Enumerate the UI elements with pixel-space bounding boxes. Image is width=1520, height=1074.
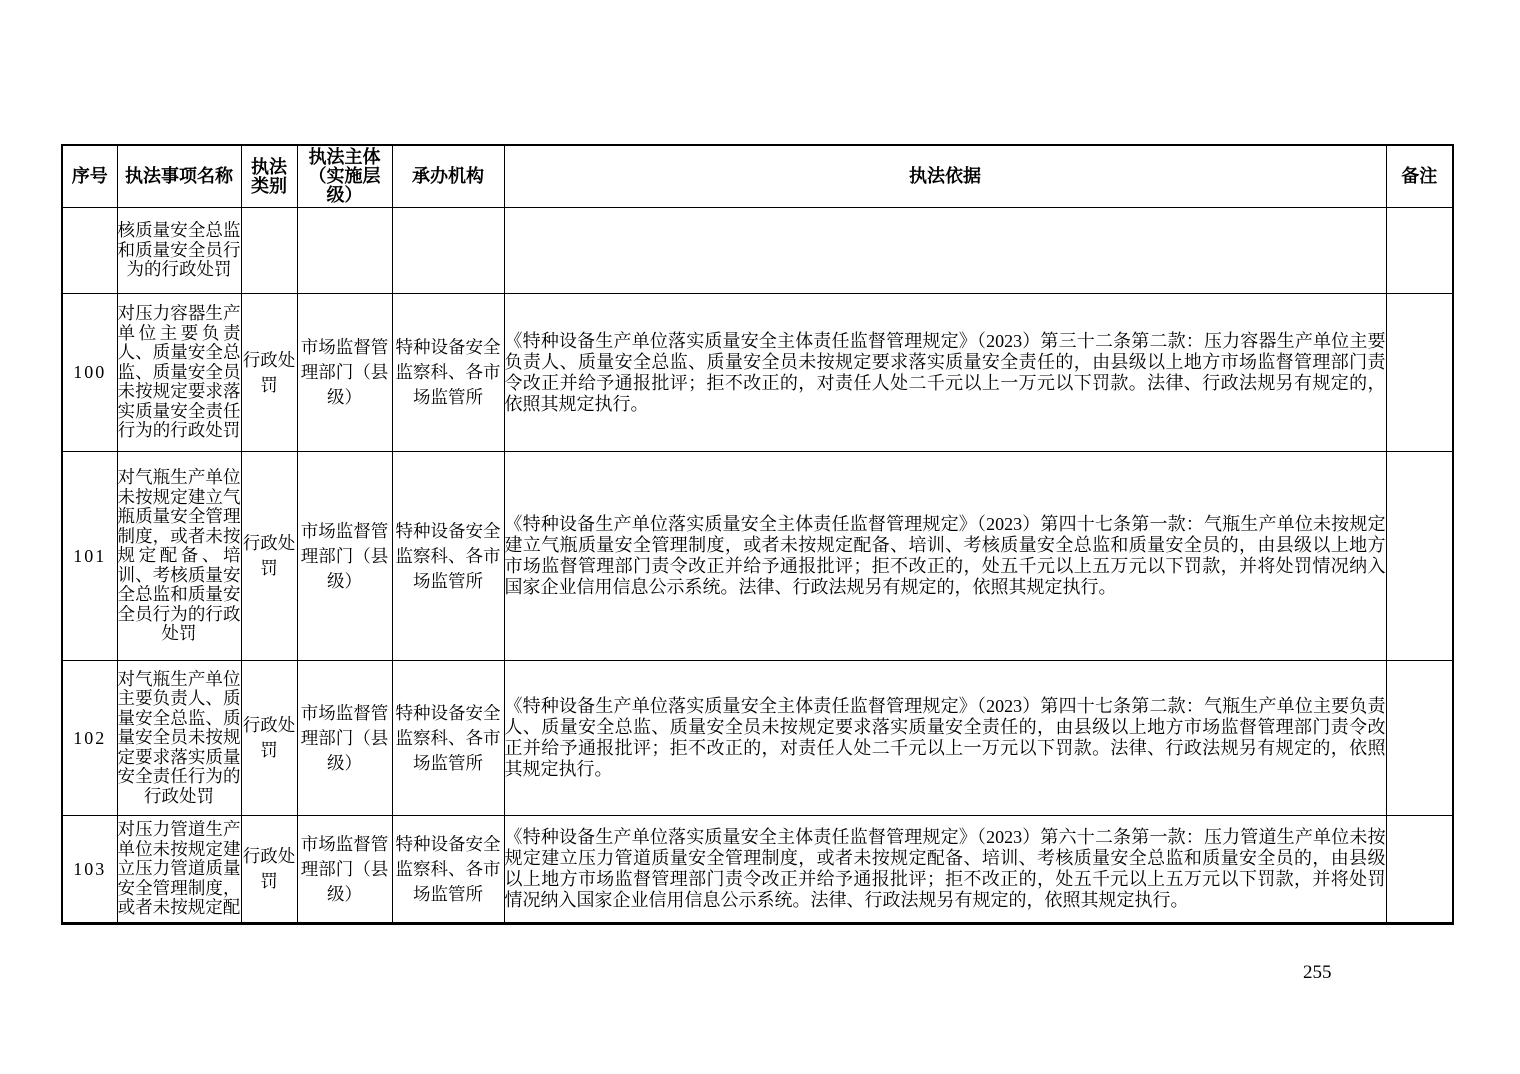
col-header-authority: 执法主体（实施层级） (297, 145, 392, 208)
col-header-category: 执法类别 (241, 145, 297, 208)
cell-authority: 市场监督管理部门（县级） (297, 661, 392, 816)
cell-basis: 《特种设备生产单位落实质量安全主体责任监督管理规定》（2023）第四十七条第一款：气瓶生产单位未按规定建立气瓶质量安全管理制度，或者未按规定配备、培训、考核质量安全总监和质量安全员的，由县级以上地方市场监督管理部门责令改正并给予通报批评；拒不改正的，处五千元以上五万元以下罚款，并将处罚情况纳入国家企业信用信息公示系统。法律、行政法规另有规定的，依照其规定执行。 (504, 452, 1386, 661)
cell-name: 核质量安全总监和质量安全员行为的行政处罚 (117, 208, 241, 294)
cell-name: 对气瓶生产单位未按规定建立气瓶质量安全管理制度，或者未按规定配备、培训、考核质量安全总监和质量安全员行为的行政处罚 (117, 452, 241, 661)
cell-agency: 特种设备安全监察科、各市场监管所 (392, 294, 504, 452)
cell-category: 行政处罚 (241, 452, 297, 661)
table-row-101 (62, 452, 1453, 661)
table-row-continued (62, 208, 1453, 294)
col-header-agency: 承办机构 (392, 145, 504, 208)
enforcement-items-table (61, 144, 1454, 925)
cell-name: 对气瓶生产单位主要负责人、质量安全总监、质量安全员未按规定要求落实质量安全责任行为的行政处罚 (117, 661, 241, 816)
cell-seq (62, 208, 117, 294)
cell-category (241, 208, 297, 294)
cell-agency: 特种设备安全监察科、各市场监管所 (392, 816, 504, 924)
cell-category: 行政处罚 (241, 294, 297, 452)
cell-agency (392, 208, 504, 294)
col-header-remark: 备注 (1386, 145, 1453, 208)
table-row-100 (62, 294, 1453, 452)
table-row-102 (62, 661, 1453, 816)
cell-authority (297, 208, 392, 294)
cell-agency: 特种设备安全监察科、各市场监管所 (392, 452, 504, 661)
cell-basis: 《特种设备生产单位落实质量安全主体责任监督管理规定》（2023）第四十七条第二款：气瓶生产单位主要负责人、质量安全总监、质量安全员未按规定要求落实质量安全责任的，由县级以上地方市场监督管理部门责令改正并给予通报批评；拒不改正的，对责任人处二千元以上一万元以下罚款。法律、行政法规另有规定的，依照其规定执行。 (504, 661, 1386, 816)
cell-category: 行政处罚 (241, 816, 297, 924)
cell-category: 行政处罚 (241, 661, 297, 816)
cell-authority: 市场监督管理部门（县级） (297, 816, 392, 924)
cell-remark (1386, 208, 1453, 294)
col-header-name: 执法事项名称 (117, 145, 241, 208)
table-header-row (62, 145, 1453, 208)
cell-basis (504, 208, 1386, 294)
cell-agency: 特种设备安全监察科、各市场监管所 (392, 661, 504, 816)
cell-remark (1386, 294, 1453, 452)
cell-seq: 101 (62, 452, 117, 661)
col-header-basis: 执法依据 (504, 145, 1386, 208)
cell-basis: 《特种设备生产单位落实质量安全主体责任监督管理规定》（2023）第六十二条第一款：压力管道生产单位未按规定建立压力管道质量安全管理制度，或者未按规定配备、培训、考核质量安全总监和质量安全员的，由县级以上地方市场监督管理部门责令改正并给予通报批评；拒不改正的，处五千元以上五万元以下罚款，并将处罚情况纳入国家企业信用信息公示系统。法律、行政法规另有规定的，依照其规定执行。 (504, 816, 1386, 924)
cell-seq: 100 (62, 294, 117, 452)
cell-remark (1386, 816, 1453, 924)
cell-seq: 102 (62, 661, 117, 816)
table-row-103 (62, 816, 1453, 924)
cell-authority: 市场监督管理部门（县级） (297, 294, 392, 452)
cell-name: 对压力容器生产单位主要负责人、质量安全总监、质量安全员未按规定要求落实质量安全责任行为的行政处罚 (117, 294, 241, 452)
cell-authority: 市场监督管理部门（县级） (297, 452, 392, 661)
cell-basis: 《特种设备生产单位落实质量安全主体责任监督管理规定》（2023）第三十二条第二款：压力容器生产单位主要负责人、质量安全总监、质量安全员未按规定要求落实质量安全责任的，由县级以上地方市场监督管理部门责令改正并给予通报批评；拒不改正的，对责任人处二千元以上一万元以下罚款。法律、行政法规另有规定的，依照其规定执行。 (504, 294, 1386, 452)
cell-name: 对压力管道生产单位未按规定建立压力管道质量安全管理制度，或者未按规定配 (117, 816, 241, 924)
cell-remark (1386, 661, 1453, 816)
cell-remark (1386, 452, 1453, 661)
cell-seq: 103 (62, 816, 117, 924)
page-number: 255 (1303, 962, 1332, 983)
col-header-seq: 序号 (62, 145, 117, 208)
